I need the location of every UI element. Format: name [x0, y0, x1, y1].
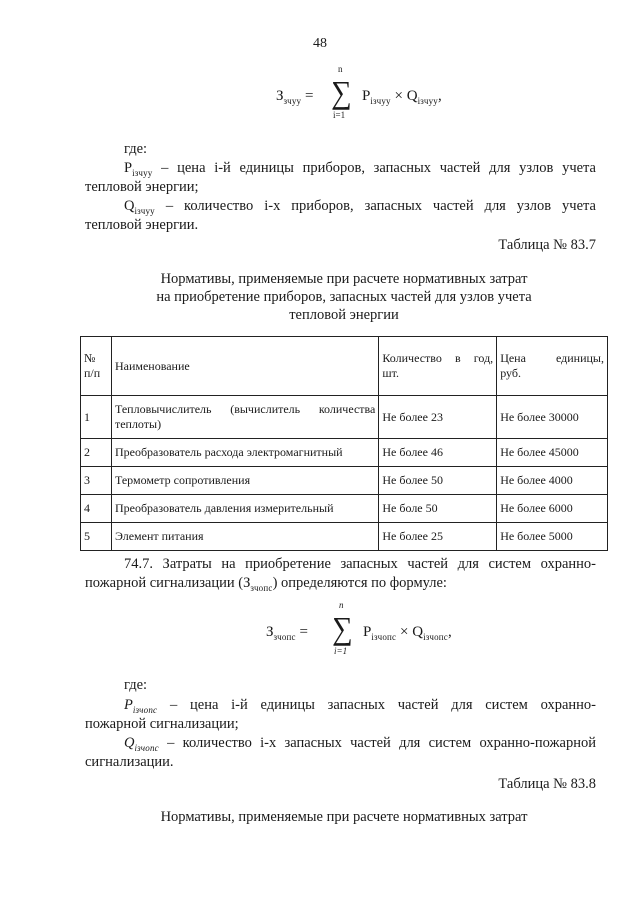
row-qty: Не более 50 [379, 467, 497, 495]
definition-p-line2: тепловой энергии; [85, 179, 199, 195]
row-price: Не более 30000 [497, 396, 608, 439]
header-num: № п/п [81, 337, 112, 396]
table-caption-83-8: Таблица № 83.8 [498, 776, 596, 792]
row-price: Не более 4000 [497, 467, 608, 495]
definition-p-line2: пожарной сигнализации; [85, 716, 239, 732]
row-num: 1 [81, 396, 112, 439]
header-name: Наименование [111, 337, 378, 396]
table-row [81, 467, 608, 495]
table-row [81, 495, 608, 523]
table-title-83-8: Нормативы, применяемые при расчете нормативных затрат [160, 809, 528, 825]
norms-table [80, 336, 608, 551]
sigma-icon: ∑ [331, 74, 352, 110]
header-price: Цена единицы, руб. [497, 337, 608, 396]
definition-p-line1: $P_{iзчопс}$ – цена i-й единицы запасных частей для систем охранно- [124, 697, 596, 715]
table-title-line3: тепловой энергии [289, 307, 399, 323]
row-price: Не более 45000 [497, 439, 608, 467]
row-qty: Не более 23 [379, 396, 497, 439]
formula-lhs: $З_{зчуу}$ = [276, 88, 314, 106]
row-num: 3 [81, 467, 112, 495]
paragraph-74-7-line2: пожарной сигнализации $(З_{зчопс})$ определяются по формуле: [85, 575, 447, 593]
table-caption-83-7: Таблица № 83.7 [498, 237, 596, 253]
table-header-row [81, 337, 608, 396]
row-qty: Не более 25 [379, 523, 497, 551]
sum-upper-limit: n [338, 64, 343, 74]
sigma-icon: ∑ [332, 610, 353, 646]
table-row [81, 523, 608, 551]
formula-zchops [266, 600, 506, 662]
definition-q-line2: сигнализации. [85, 754, 174, 770]
where-label: где: [124, 677, 148, 693]
row-num: 5 [81, 523, 112, 551]
definition-p-line1: $P_{iзчуу}$ – цена i-й единицы приборов, запасных частей для узлов учета [124, 160, 596, 178]
formula-zchuu [276, 64, 476, 126]
paragraph-74-7-line1: 74.7. Затраты на приобретение запасных частей для систем охранно- [124, 556, 596, 572]
formula-lhs: $З_{зчопс}$ = [266, 624, 308, 642]
where-label: где: [124, 141, 148, 157]
table-row [81, 396, 608, 439]
row-qty: Не более 46 [379, 439, 497, 467]
row-name: Термометр сопротивления [111, 467, 378, 495]
table-title-line2: на приобретение приборов, запасных частей для узлов учета [156, 289, 532, 305]
row-qty: Не боле 50 [379, 495, 497, 523]
sum-lower-limit: i=1 [334, 646, 348, 656]
row-name: Преобразователь расхода электромагнитный [111, 439, 378, 467]
row-price: Не более 5000 [497, 523, 608, 551]
row-num: 4 [81, 495, 112, 523]
row-name: Элемент питания [111, 523, 378, 551]
row-name: Преобразователь давления измерительный [111, 495, 378, 523]
formula-rhs: $P_{iзчуу} \times Q_{iзчуу}$, [362, 88, 442, 106]
header-qty: Количество в год, шт. [379, 337, 497, 396]
page-number: 48 [313, 36, 327, 51]
row-name: Тепловычислитель (вычислитель количества теплоты) [111, 396, 378, 439]
definition-q-line2: тепловой энергии. [85, 217, 199, 233]
sum-lower-limit: i=1 [333, 110, 346, 120]
row-num: 2 [81, 439, 112, 467]
definition-q-line1: $Q_{iзчуу}$ – количество i-х приборов, запасных частей для узлов учета [124, 198, 596, 216]
table-title-line1: Нормативы, применяемые при расчете нормативных затрат [160, 271, 528, 287]
table-row [81, 439, 608, 467]
definition-q-line1: $Q_{iзчопс}$ – количество i-х запасных частей для систем охранно-пожарной [124, 735, 596, 753]
formula-rhs: $P_{iзчопс} \times Q_{iзчопс}$, [363, 624, 452, 642]
sum-upper-limit: n [339, 600, 344, 610]
row-price: Не более 6000 [497, 495, 608, 523]
